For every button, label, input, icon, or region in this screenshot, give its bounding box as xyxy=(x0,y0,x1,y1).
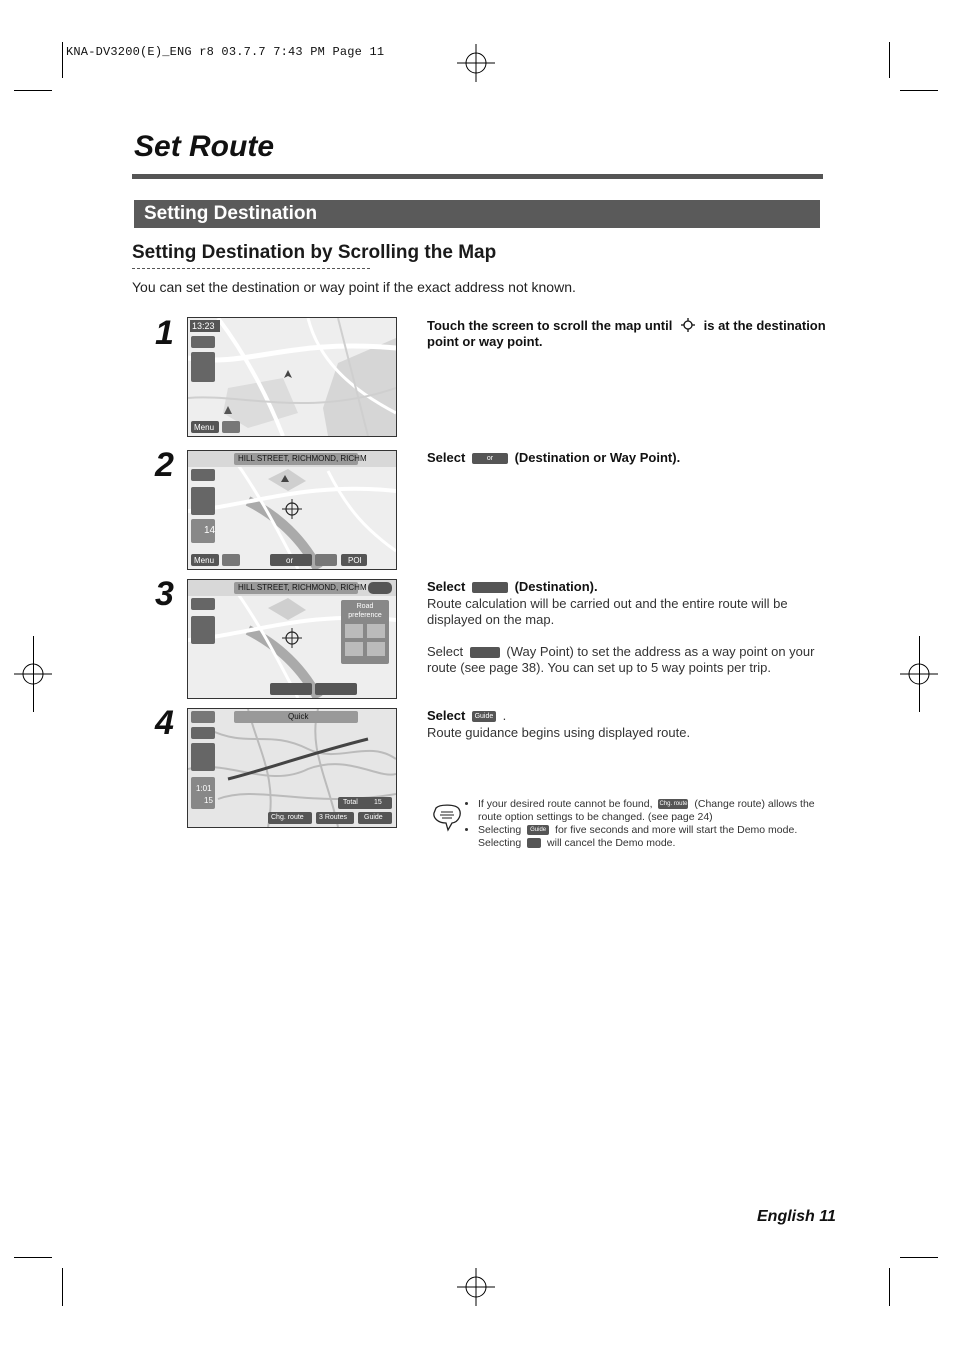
note-2-pre: Selecting xyxy=(478,824,522,836)
print-header: KNA-DV3200(E)_ENG r8 03.7.7 7:43 PM Page 11 xyxy=(66,45,385,59)
note-item xyxy=(478,824,824,850)
step-4-text: . xyxy=(502,708,507,723)
route-mode: Quick xyxy=(288,712,309,721)
button-caption: or xyxy=(486,455,494,463)
map-menu-button: Menu xyxy=(194,423,215,432)
intro-text: You can set the destination or way point if the exact address not known. xyxy=(132,279,576,295)
route-time: 1:01 xyxy=(196,784,212,793)
registration-mark-right xyxy=(900,655,938,693)
map-distance: 14 xyxy=(204,525,216,536)
map-address: HILL STREET, RICHMOND, RICHM xyxy=(238,454,367,463)
destination-flag-icon xyxy=(472,582,508,593)
registration-mark-bottom xyxy=(457,1268,495,1306)
registration-mark-left xyxy=(14,655,52,693)
map-or-button: or xyxy=(286,556,294,565)
step-2-instruction xyxy=(427,450,827,466)
routes-button: 3 Routes xyxy=(319,814,348,821)
step-4-instruction xyxy=(427,708,827,741)
page-footer: English 11 xyxy=(757,1208,836,1225)
page-title: Set Route xyxy=(134,130,275,163)
step-3-detail-1: Route calculation will be carried out and the entire route will be displayed on the map. xyxy=(427,596,788,627)
note-2-mid: for five seconds and more will start the Demo mode. Selecting xyxy=(478,824,798,849)
map-poi-button: POI xyxy=(348,556,362,565)
note-2-post: will cancel the Demo mode. xyxy=(547,837,676,849)
cancel-demo-button-icon xyxy=(527,838,541,848)
map-clock: 13:23 xyxy=(192,321,215,331)
subheading-rule xyxy=(132,268,370,269)
chg-route-button: Chg. route xyxy=(271,814,304,821)
registration-mark-top xyxy=(457,44,495,82)
route-distance: 15 xyxy=(204,796,213,805)
step-1-instruction xyxy=(427,318,827,350)
subheading: Setting Destination by Scrolling the Map xyxy=(132,242,497,263)
guide-button-icon xyxy=(472,711,496,722)
crosshair-icon xyxy=(681,318,695,332)
waypoint-flag-icon xyxy=(470,647,500,658)
step-2-text: (Destination or Way Point). xyxy=(514,450,681,465)
button-caption: Chg. route xyxy=(659,801,688,808)
step-3-text: (Destination). xyxy=(514,579,598,594)
button-caption: Guide xyxy=(530,827,547,834)
step-4-detail: Route guidance begins using displayed route. xyxy=(427,725,691,740)
total-label: Total xyxy=(343,799,358,806)
title-rule xyxy=(132,174,823,179)
map-screenshot-step-4 xyxy=(187,708,397,828)
detail-select-label: Select xyxy=(427,644,464,659)
note-1-pre: If your desired route cannot be found, xyxy=(478,798,653,810)
section-title: Setting Destination xyxy=(144,203,318,224)
step-1-text-b: is at the destination point or way point. xyxy=(427,318,826,349)
select-label: Select xyxy=(427,450,466,465)
total-value: 15 xyxy=(374,799,382,806)
road-preference-panel-title: Road preference xyxy=(348,603,382,619)
select-label: Select xyxy=(427,708,466,723)
section-bar xyxy=(134,200,820,228)
chg-route-button-icon xyxy=(658,799,688,809)
notes-list xyxy=(466,798,824,850)
map-screenshot-step-2 xyxy=(187,450,397,570)
note-1-post: (Change route) allows the route option settings to be changed. (see page 24) xyxy=(478,798,815,823)
detail-text: (Way Point) to set the address as a way point on your route (see page 38). You can set up to 5 way points per trip. xyxy=(427,644,815,675)
map-menu-button: Menu xyxy=(194,556,215,565)
step-1-text-a: Touch the screen to scroll the map until xyxy=(427,318,673,333)
note-item xyxy=(478,798,824,824)
destination-or-waypoint-button-icon xyxy=(472,453,508,464)
select-label: Select xyxy=(427,579,466,594)
notes xyxy=(432,798,824,850)
step-number: 3 xyxy=(155,575,174,613)
map-address: HILL STREET, RICHMOND, RICHM xyxy=(238,583,367,592)
step-3-detail-2 xyxy=(427,644,827,676)
step-number: 4 xyxy=(155,704,174,742)
map-screenshot-step-3 xyxy=(187,579,397,699)
guide-button-icon xyxy=(527,825,549,835)
guide-button: Guide xyxy=(364,814,383,821)
button-caption: Guide xyxy=(474,713,494,721)
step-number: 2 xyxy=(155,446,174,484)
map-screenshot-step-1 xyxy=(187,317,397,437)
step-3-instruction xyxy=(427,579,827,676)
note-speech-icon xyxy=(432,804,462,832)
step-number: 1 xyxy=(155,314,174,352)
